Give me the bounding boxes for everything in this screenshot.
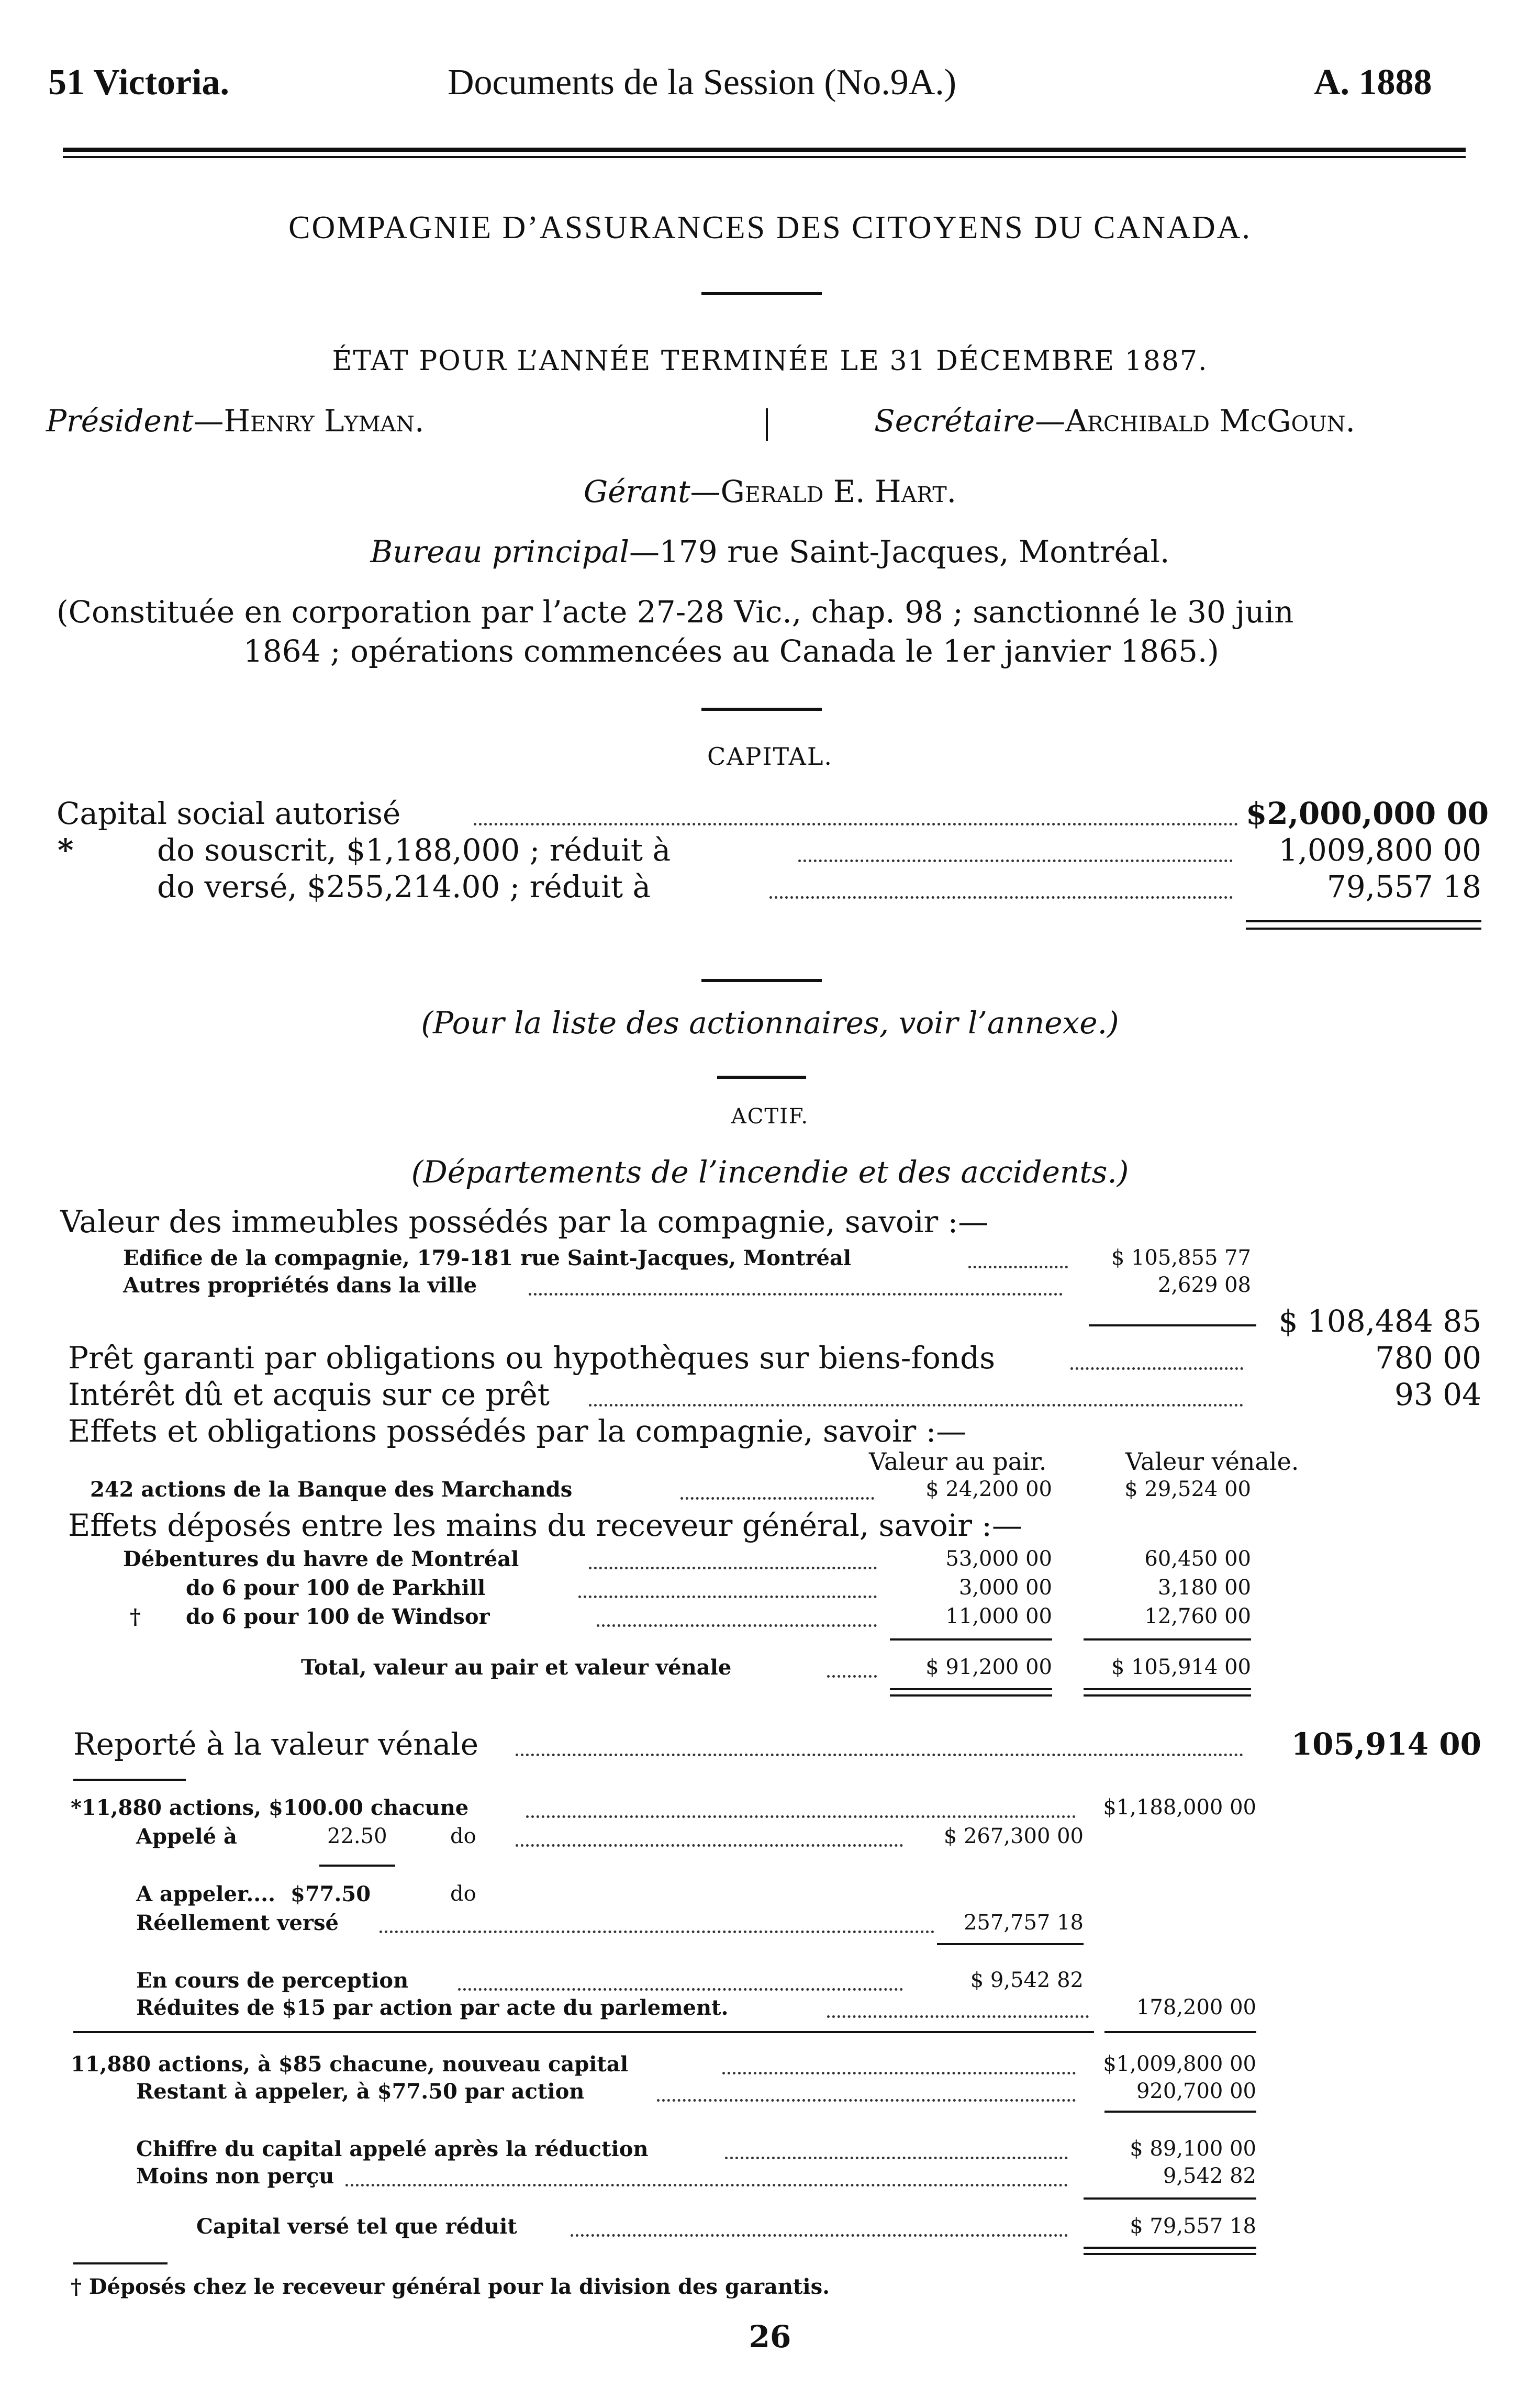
shares-row-paid-label: Réellement versé <box>136 1911 339 1935</box>
total-par: $ 91,200 00 <box>925 1655 1052 1679</box>
officers-separator <box>766 408 768 441</box>
shares-row-final-value: $ 79,557 18 <box>1130 2214 1256 2238</box>
col-header-par-value: Valeur au pair. <box>869 1447 1047 1476</box>
office-label: Bureau principal <box>370 534 629 570</box>
capital-row-subscribed-value: 1,009,800 00 <box>1278 832 1481 868</box>
total-market-rule-1 <box>1084 1688 1251 1690</box>
shares-row-new-capital-leader <box>722 2072 1076 2074</box>
capital-row-paid-value: 79,557 18 <box>1326 869 1481 905</box>
pret-value: 780 00 <box>1375 1340 1481 1376</box>
shares-row-collection-value: $ 9,542 82 <box>970 1968 1084 1992</box>
shares-row-remaining-label: Restant à appeler, à $77.50 par action <box>136 2079 585 2104</box>
shares-row-called-do: do <box>450 1824 476 1848</box>
interet-leader <box>589 1404 1243 1407</box>
shares-row-reduced-leader <box>827 2015 1089 2018</box>
shares-row-called-value: $ 267,300 00 <box>943 1824 1084 1848</box>
immeubles-total: $ 108,484 85 <box>1278 1303 1481 1339</box>
header-rule-bottom <box>63 156 1466 158</box>
immeubles-row-edifice-value: $ 105,855 77 <box>1111 1246 1251 1270</box>
reporte-leader <box>516 1754 1243 1756</box>
shares-row-called-amount: 22.50 <box>327 1824 387 1848</box>
shares-row-to-call-do: do <box>450 1882 476 1906</box>
shares-final-rule-1 <box>1084 2247 1256 2249</box>
page-number: 26 <box>749 2319 791 2355</box>
shares-row-reduced-value: 178,200 00 <box>1136 1995 1256 2019</box>
capital-row-authorized-leader <box>474 823 1238 825</box>
deposes-row-windsor-market: 12,760 00 <box>1144 1604 1251 1628</box>
immeubles-row-other-value: 2,629 08 <box>1157 1273 1251 1297</box>
capital-heading: CAPITAL. <box>707 742 833 771</box>
capital-row-subscribed-leader <box>798 860 1233 862</box>
secretary-line <box>874 403 1355 439</box>
shares-row-new-capital-value: $1,009,800 00 <box>1103 2052 1256 2076</box>
total-par-rule-2 <box>890 1694 1052 1697</box>
footnote: † Déposés chez le receveur général pour la division des garantis. <box>71 2274 830 2299</box>
deposes-row-windsor-mark: † <box>130 1604 141 1629</box>
reporte-value: 105,914 00 <box>1291 1726 1481 1762</box>
shares-row-reduced-label: Réduites de $15 par action par acte du parlement. <box>136 1995 729 2020</box>
statement-subtitle: ÉTAT POUR L’ANNÉE TERMINÉE LE 31 DÉCEMBRE 1887. <box>332 345 1208 377</box>
immeubles-row-other-label: Autres propriétés dans la ville <box>123 1273 477 1298</box>
total-leader <box>827 1675 877 1678</box>
shares-paid-rule <box>937 1943 1084 1945</box>
actions-row-label: 242 actions de la Banque des Marchands <box>90 1477 573 1502</box>
shares-new-capital-rule <box>73 2031 1094 2033</box>
shares-row-remaining-leader <box>657 2099 1076 2102</box>
capital-row-subscribed-mark: * <box>58 832 74 868</box>
annex-note: (Pour la liste des actionnaires, voir l’annexe.) <box>421 1005 1119 1041</box>
capital-row-subscribed-label: do souscrit, $1,188,000 ; réduit à <box>157 832 671 868</box>
president-line <box>46 403 425 439</box>
shares-remaining-rule <box>1104 2111 1256 2113</box>
shares-row-final-leader <box>571 2234 1068 2237</box>
col-header-market-value: Valeur vénale. <box>1125 1447 1299 1476</box>
pret-label: Prêt garanti par obligations ou hypothèques sur biens-fonds <box>68 1340 996 1376</box>
deposes-row-windsor-leader <box>597 1624 877 1627</box>
deposes-row-parkhill-label: do 6 pour 100 de Parkhill <box>186 1576 486 1600</box>
deposes-row-windsor-label: do 6 pour 100 de Windsor <box>186 1604 490 1629</box>
secretary-name: —Archibald McGoun. <box>1035 403 1355 439</box>
deposes-row-montreal-leader <box>589 1567 877 1569</box>
actions-row-leader <box>680 1497 874 1500</box>
actions-row-market: $ 29,524 00 <box>1124 1477 1251 1501</box>
immeubles-row-edifice-label: Edifice de la compagnie, 179-181 rue Saint-Jacques, Montréal <box>123 1246 852 1270</box>
shares-row-unpaid-label: Moins non perçu <box>136 2164 334 2189</box>
head-office-line <box>0 534 1540 570</box>
header-series: A. 1888 <box>1314 62 1432 103</box>
pret-leader <box>1070 1367 1243 1370</box>
header-session-year: 51 Victoria. <box>48 62 230 103</box>
shares-unpaid-rule <box>1084 2197 1256 2200</box>
shares-row-called-label: Appelé à <box>136 1824 237 1849</box>
shares-row-to-call-label: A appeler.... <box>136 1882 276 1906</box>
header-rule-top <box>63 148 1466 152</box>
deposes-row-montreal-par: 53,000 00 <box>945 1547 1052 1571</box>
deposes-row-parkhill-par: 3,000 00 <box>958 1576 1052 1600</box>
capital-row-paid-leader <box>769 896 1233 899</box>
shares-row-total-label: *11,880 actions, $100.00 chacune <box>71 1795 469 1820</box>
immeubles-row-other-leader <box>529 1293 1063 1296</box>
shares-row-called-after-leader <box>725 2157 1068 2159</box>
office-value: —179 rue Saint-Jacques, Montréal. <box>629 534 1170 570</box>
shares-row-called-leader <box>516 1844 903 1847</box>
capital-divider <box>701 979 822 982</box>
incorporation-divider <box>701 708 822 711</box>
total-label: Total, valeur au pair et valeur vénale <box>301 1655 732 1680</box>
interet-label: Intérêt dû et acquis sur ce prêt <box>68 1377 550 1412</box>
shares-row-collection-label: En cours de perception <box>136 1968 409 1993</box>
shares-row-unpaid-leader <box>345 2184 1068 2186</box>
deposes-heading: Effets déposés entre les mains du receveur général, savoir :— <box>68 1508 1022 1543</box>
actions-row-par: $ 24,200 00 <box>925 1477 1052 1501</box>
capital-row-paid-label: do versé, $255,214.00 ; réduit à <box>157 869 651 905</box>
president-label: Président <box>46 403 194 439</box>
effets-heading: Effets et obligations possédés par la compagnie, savoir :— <box>68 1413 967 1449</box>
actif-heading: ACTIF. <box>731 1104 809 1129</box>
total-par-rule-1 <box>890 1688 1052 1690</box>
shares-row-total-leader <box>526 1815 1076 1818</box>
total-par-rule-top <box>890 1638 1052 1641</box>
header-document-title: Documents de la Session (No.9A.) <box>448 62 957 103</box>
manager-name: —Gerald E. Hart. <box>690 474 957 509</box>
shares-row-paid-leader <box>380 1931 934 1933</box>
immeubles-heading: Valeur des immeubles possédés par la compagnie, savoir :— <box>60 1204 989 1240</box>
shares-row-called-after-value: $ 89,100 00 <box>1130 2137 1256 2161</box>
capital-row-authorized-value: $2,000,000 00 <box>1246 796 1489 831</box>
reporte-label: Reporté à la valeur vénale <box>73 1726 479 1762</box>
title-divider <box>701 292 822 295</box>
total-market-rule-2 <box>1084 1694 1251 1697</box>
deposes-row-windsor-par: 11,000 00 <box>945 1604 1052 1628</box>
deposes-row-montreal-market: 60,450 00 <box>1144 1547 1251 1571</box>
shares-row-remaining-value: 920,700 00 <box>1136 2079 1256 2103</box>
shares-final-rule-2 <box>1084 2253 1256 2255</box>
deposes-row-montreal-label: Débentures du havre de Montréal <box>123 1547 519 1571</box>
shares-row-total-value: $1,188,000 00 <box>1103 1795 1256 1820</box>
annex-divider <box>717 1076 806 1079</box>
shares-new-capital-rule-right <box>1104 2031 1256 2033</box>
departments-note: (Départements de l’incendie et des accidents.) <box>411 1154 1129 1190</box>
company-title: COMPAGNIE D’ASSURANCES DES CITOYENS DU CANADA. <box>288 210 1252 246</box>
secretary-label: Secrétaire <box>874 403 1035 439</box>
incorporation-line-1: (Constituée en corporation par l’acte 27-28 Vic., chap. 98 ; sanctionné le 30 juin <box>57 594 1294 630</box>
incorporation-line-2: 1864 ; opérations commencées au Canada le 1er janvier 1865.) <box>243 633 1219 669</box>
total-market: $ 105,914 00 <box>1111 1655 1251 1679</box>
capital-total-rule-1 <box>1246 920 1481 922</box>
president-name: —Henry Lyman. <box>193 403 425 439</box>
capital-total-rule-2 <box>1246 928 1481 930</box>
shares-section-rule <box>73 1779 186 1781</box>
footnote-rule <box>73 2262 168 2264</box>
manager-line <box>0 474 1540 509</box>
shares-row-called-after-label: Chiffre du capital appelé après la réduction <box>136 2137 649 2161</box>
shares-row-to-call-amount: $77.50 <box>291 1882 371 1906</box>
deposes-row-parkhill-market: 3,180 00 <box>1157 1576 1251 1600</box>
deposes-row-parkhill-leader <box>578 1595 877 1598</box>
shares-row-final-label: Capital versé tel que réduit <box>196 2214 517 2239</box>
shares-row-new-capital-label: 11,880 actions, à $85 chacune, nouveau capital <box>71 2052 629 2077</box>
immeubles-row-edifice-leader <box>968 1266 1068 1268</box>
capital-row-authorized-label: Capital social autorisé <box>57 796 401 831</box>
interet-value: 93 04 <box>1394 1377 1481 1412</box>
shares-row-unpaid-value: 9,542 82 <box>1163 2164 1256 2188</box>
immeubles-sum-rule <box>1089 1324 1256 1326</box>
total-market-rule-top <box>1084 1638 1251 1641</box>
manager-label: Gérant <box>583 474 690 509</box>
shares-called-rule <box>319 1865 395 1867</box>
shares-row-collection-leader <box>458 1988 903 1991</box>
shares-row-paid-value: 257,757 18 <box>963 1911 1084 1935</box>
